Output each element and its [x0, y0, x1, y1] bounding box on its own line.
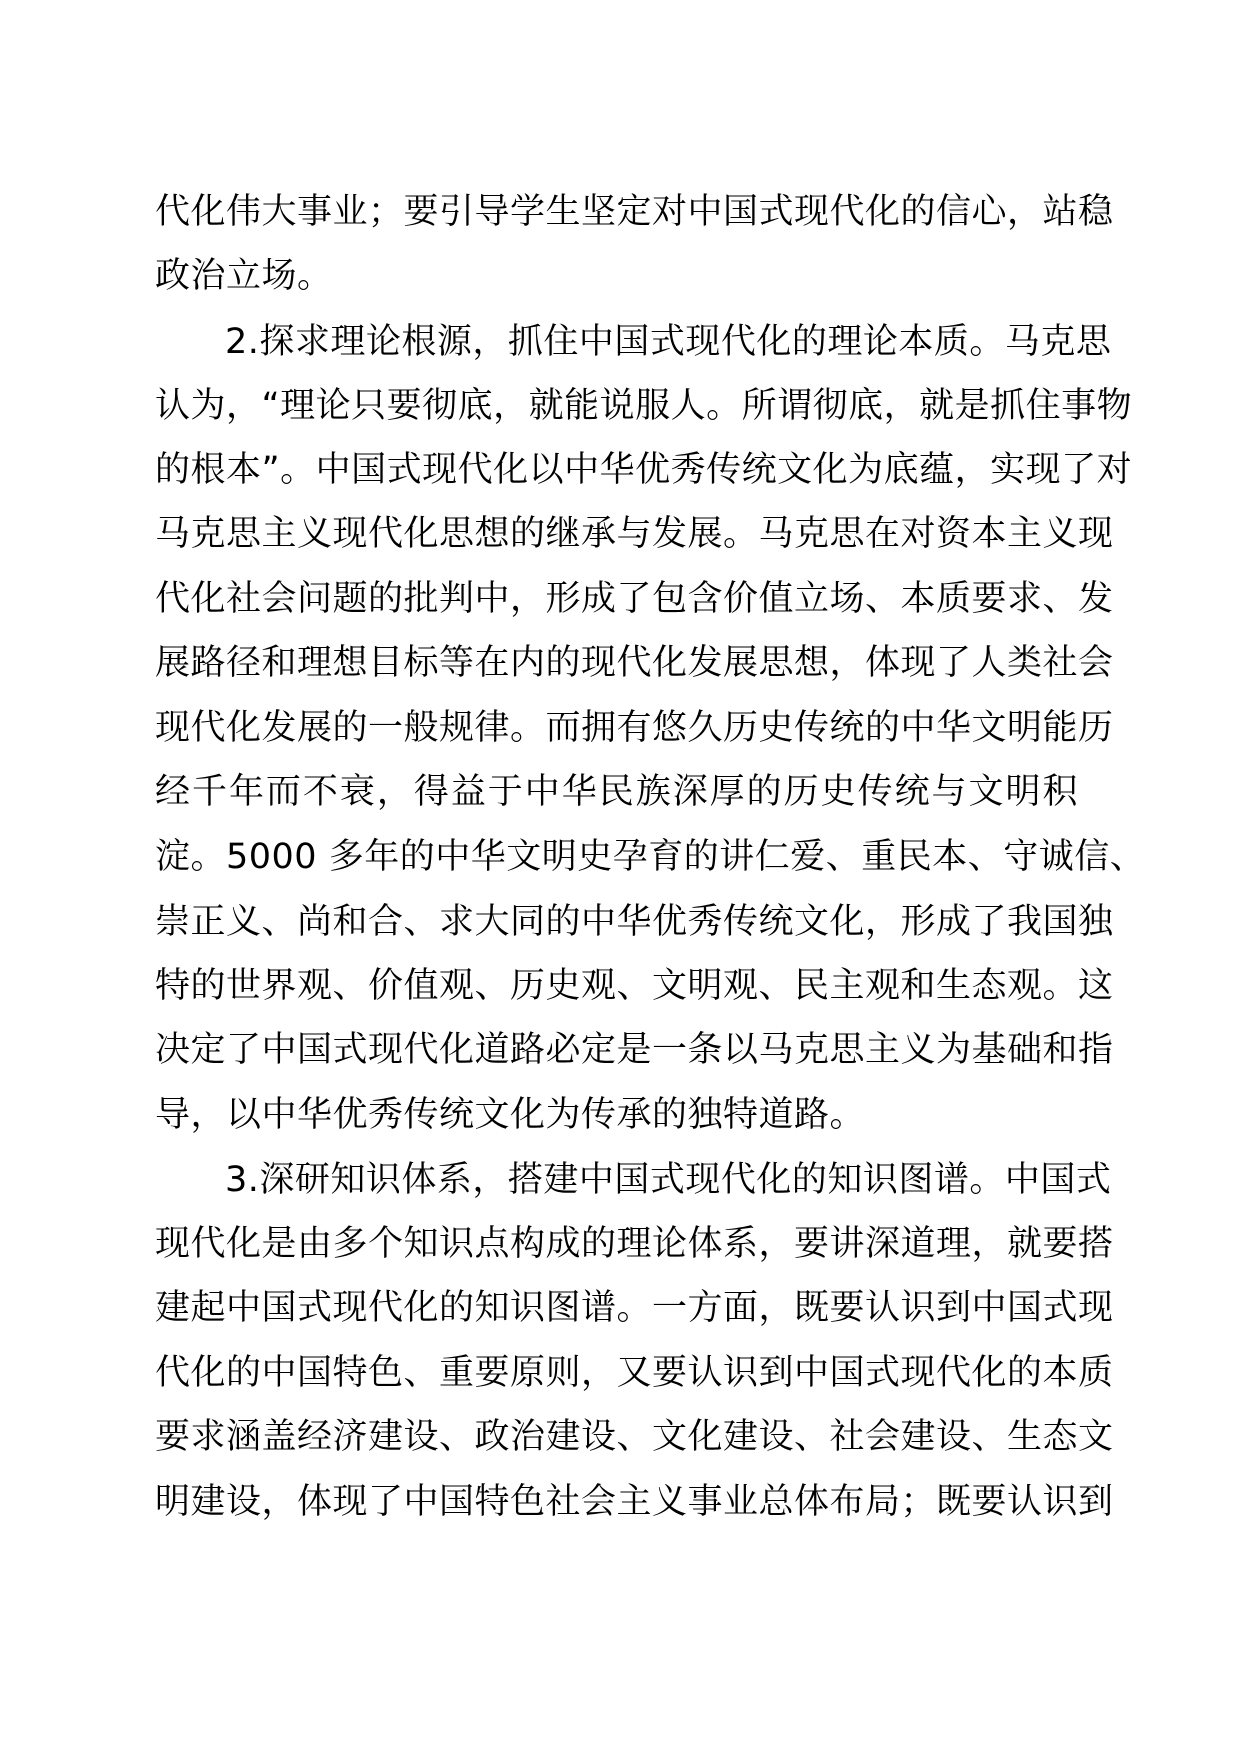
- text-line: 代化伟大事业；要引导学生坚定对中国式现代化的信心，站稳: [155, 192, 1114, 232]
- text-line: 特的世界观、价值观、历史观、文明观、民主观和生态观。这: [155, 966, 1114, 1006]
- paragraph-heading-2: 2.探求理论根源，抓住中国式现代化的理论本质。马克思: [225, 322, 1112, 362]
- text-line: 政治立场。: [155, 256, 333, 296]
- text-line: 明建设，体现了中国特色社会主义事业总体布局；既要认识到: [155, 1482, 1114, 1522]
- text-line: 马克思主义现代化思想的继承与发展。马克思在对资本主义现: [155, 514, 1114, 554]
- text-line: 现代化是由多个知识点构成的理论体系，要讲深道理，就要搭: [155, 1224, 1114, 1264]
- text-line: 决定了中国式现代化道路必定是一条以马克思主义为基础和指: [155, 1030, 1114, 1070]
- text-line: 代化的中国特色、重要原则，又要认识到中国式现代化的本质: [155, 1353, 1114, 1393]
- document-page: [155, 0, 1146, 1754]
- text-line: 要求涵盖经济建设、政治建设、文化建设、社会建设、生态文: [155, 1417, 1114, 1457]
- text-line: 认为，“理论只要彻底，就能说服人。所谓彻底，就是抓住事物: [155, 386, 1133, 426]
- text-line: 淀。5000 多年的中华文明史孕育的讲仁爱、重民本、守诚信、: [155, 837, 1146, 877]
- text-line: 的根本”。中国式现代化以中华优秀传统文化为底蕴，实现了对: [155, 450, 1133, 490]
- text-line: 建起中国式现代化的知识图谱。一方面，既要认识到中国式现: [155, 1288, 1114, 1328]
- text-line: 经千年而不衰，得益于中华民族深厚的历史传统与文明积: [155, 772, 1078, 812]
- text-line: 导，以中华优秀传统文化为传承的独特道路。: [155, 1095, 866, 1135]
- text-line: 代化社会问题的批判中，形成了包含价值立场、本质要求、发: [155, 579, 1114, 619]
- text-line: 展路径和理想目标等在内的现代化发展思想，体现了人类社会: [155, 643, 1114, 683]
- paragraph-heading-3: 3.深研知识体系，搭建中国式现代化的知识图谱。中国式: [225, 1160, 1112, 1200]
- text-line: 崇正义、尚和合、求大同的中华优秀传统文化，形成了我国独: [155, 902, 1114, 942]
- text-line: 现代化发展的一般规律。而拥有悠久历史传统的中华文明能历: [155, 708, 1114, 748]
